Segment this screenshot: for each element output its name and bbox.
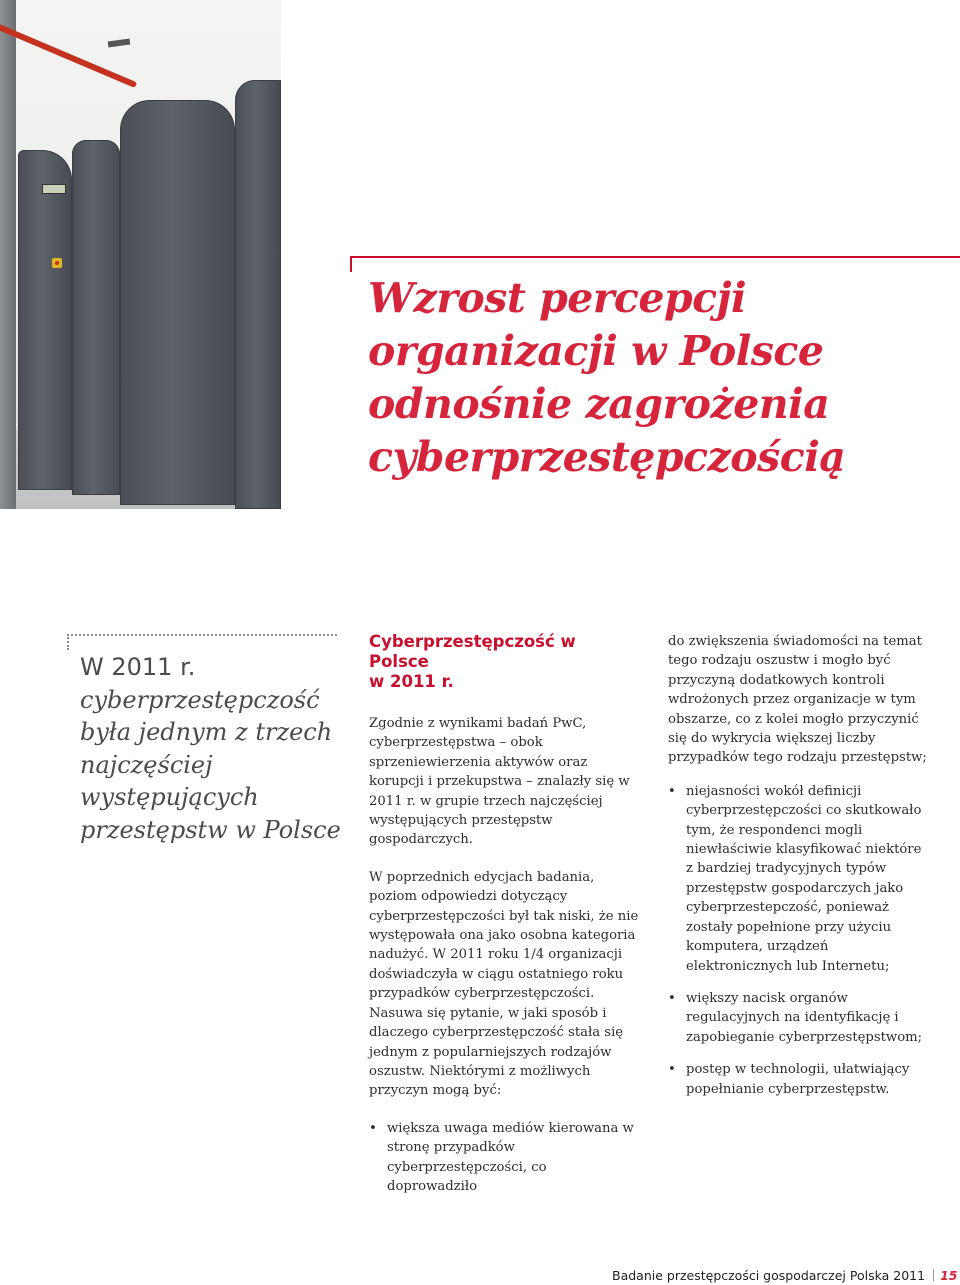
footer-separator — [933, 1269, 934, 1281]
pull-quote-text: cyberprzestępczość była jednym z trzech najczęściej występujących przestępstw w Polsce — [80, 685, 341, 844]
server-cabinet — [72, 140, 120, 495]
bullet-item: • postęp w technologii, ułatwiający popełnianie cyberprzestępstw. — [668, 1060, 930, 1099]
section-heading-line2: w 2011 r. — [369, 672, 454, 691]
server-cabinet — [120, 100, 235, 505]
section-heading-line1: Cyberprzestępczość w Polsce — [369, 632, 576, 671]
server-cabinet — [235, 80, 281, 509]
section-heading — [369, 632, 639, 692]
bullet-list — [369, 1119, 639, 1197]
photo-rack — [0, 0, 16, 509]
bullet-item: • niejasności wokół definicji cyberprzestępczości co skutkowało tym, że respondenci mogli niewłaściwie klasyfikować niektóre z bardziej tradycyjnych typów przestępstw gospodarczych jako cyberprzestepczość, ponieważ zostały popełnione przy użyciu komputera, urządzeń elektronicznych lub Internetu; — [668, 782, 930, 976]
page-number: 15 — [940, 1268, 958, 1283]
pull-quote-frame — [67, 634, 337, 650]
cabinet-switch-dot — [55, 261, 59, 265]
paragraph: Zgodnie z wynikami badań PwC, cyberprzestępstwa – obok sprzeniewierzenia aktywów oraz korupcji i przekupstwa – znalazły się w 2011 r. w grupie trzech najczęściej występujących przestępstw gospodarczych. — [369, 716, 630, 848]
pull-quote — [80, 651, 350, 846]
paragraph-continuation: do zwiększenia świadomości na temat tego rodzaju oszustw i mogło być przyczyną dodatkowych kontroli wdrożonych przez organizacje w tym obszarze, co z kolei mogło przyczynić się do wykrycia większej liczby przypadków tego rodzaju przestępstw; — [668, 634, 927, 766]
page-footer — [612, 1268, 958, 1284]
column-left — [369, 632, 639, 1196]
server-room-photo — [0, 0, 281, 509]
cabinet-display — [42, 184, 66, 194]
title-frame — [350, 256, 960, 272]
footer-publication: Badanie przestępczości gospodarczej Polska 2011 — [612, 1268, 926, 1283]
column-right — [668, 632, 930, 1112]
page-title: Wzrost percepcji organizacji w Polsce odnośnie zagrożenia cyberprzestępczością — [368, 274, 846, 481]
paragraph: W poprzednich edycjach badania, poziom odpowiedzi dotyczący cyberprzestępczości był tak niski, że nie występowała ona jako osobna kategoria nadużyć. W 2011 roku 1/4 organizacji doświadczyła w ciągu ostatniego roku przypadków cyberprzestępczości. Nasuwa się pytanie, w jaki sposób i dlaczego cyberprzestępczość stała się jednym z popularniejszych rodzajów oszustw. Niektórymi z możliwych przyczyn mogą być: — [369, 869, 639, 1099]
bullet-item: • większy nacisk organów regulacyjnych na identyfikację i zapobieganie cyberprzestępstwom; — [668, 989, 930, 1047]
server-cabinet — [18, 150, 72, 490]
bullet-list — [668, 782, 930, 1099]
bullet-item: • większa uwaga mediów kierowana w stronę przypadków cyberprzestępczości, co doprowadziło — [369, 1119, 639, 1197]
pull-quote-lead: W 2011 r. — [80, 653, 196, 681]
